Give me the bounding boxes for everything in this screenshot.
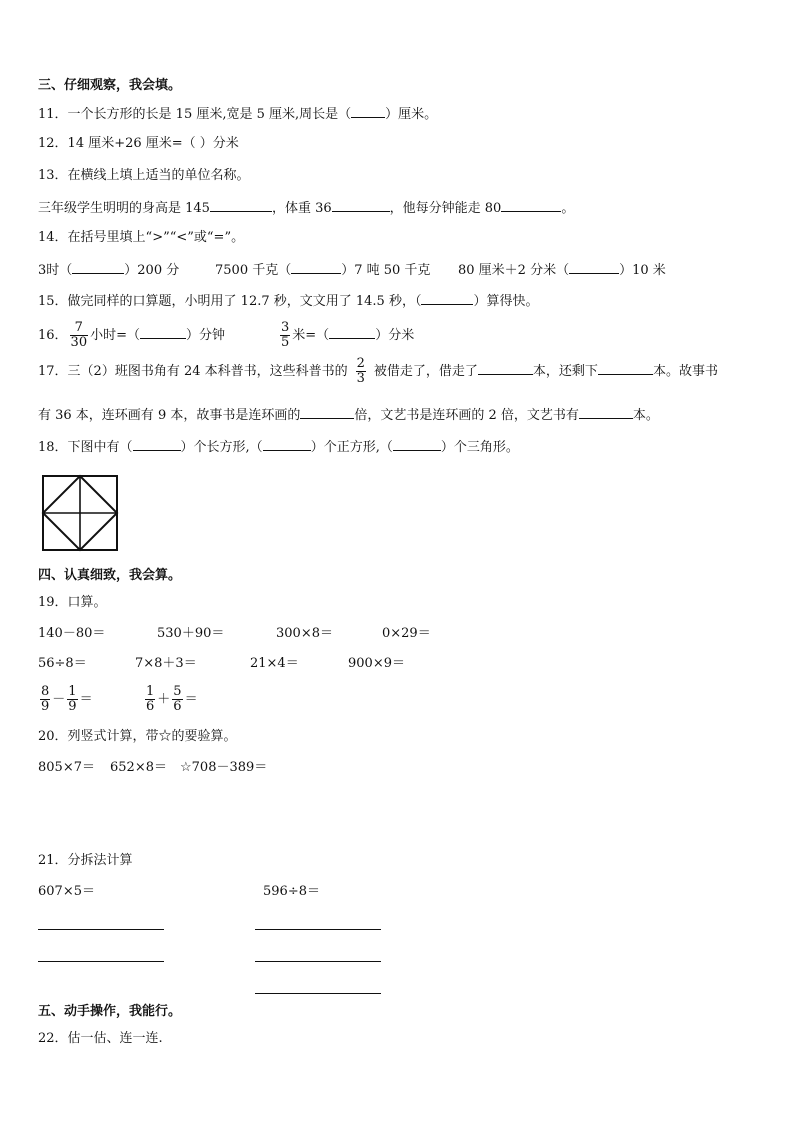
answer-blank[interactable] xyxy=(291,261,341,274)
question-13-prompt: 13．在横线上填上适当的单位名称。 xyxy=(38,168,250,183)
answer-blank[interactable] xyxy=(140,326,186,339)
answer-blank[interactable] xyxy=(210,199,272,212)
q14-a2: ）200 分 xyxy=(124,263,180,278)
fraction-numerator: 2 xyxy=(356,356,365,371)
answer-line[interactable] xyxy=(255,961,381,962)
answer-blank[interactable] xyxy=(393,438,441,451)
q15-text-a: 15．做完同样的口算题，小明用了 12.7 秒，文文用了 14.5 秒，（ xyxy=(38,294,422,309)
question-21-title: 21．分拆法计算 xyxy=(38,853,133,868)
answer-blank[interactable] xyxy=(598,362,653,375)
question-14-item-b xyxy=(215,261,430,279)
mental-calc-item: 900×9＝ xyxy=(348,656,405,671)
question-17-line-2 xyxy=(38,406,659,424)
vertical-calc-item: ☆708－389＝ xyxy=(180,760,268,775)
question-19-title: 19．口算。 xyxy=(38,595,107,610)
fraction xyxy=(172,685,182,714)
mental-calc-item: 21×4＝ xyxy=(250,656,299,671)
q17-text-b: 被借走了，借走了 xyxy=(373,364,478,379)
q18-text-d: ）个三角形。 xyxy=(440,440,519,455)
answer-blank[interactable] xyxy=(478,362,533,375)
fraction-calc-2 xyxy=(143,682,198,718)
answer-blank[interactable] xyxy=(300,406,354,419)
fraction xyxy=(145,685,155,714)
operator: － xyxy=(52,692,66,707)
answer-blank[interactable] xyxy=(421,292,473,305)
question-15 xyxy=(38,292,538,310)
fraction xyxy=(67,685,77,714)
mental-calc-item: 300×8＝ xyxy=(276,626,333,641)
q18-geometry-figure xyxy=(41,474,119,552)
answer-blank[interactable] xyxy=(72,261,124,274)
answer-blank[interactable] xyxy=(332,199,390,212)
q16-a1: 小时=（ xyxy=(90,328,140,343)
fraction-2-3 xyxy=(356,357,366,386)
mental-calc-item: 7×8＋3＝ xyxy=(135,656,197,671)
fraction-numerator: 1 xyxy=(68,684,77,699)
q17-text-d: 本。故事书 xyxy=(652,364,718,379)
section-4-title: 四、认真细致，我会算。 xyxy=(38,568,182,583)
question-22: 22．估一估、连一连. xyxy=(38,1031,163,1046)
q14-c1: 80 厘米＋2 分米（ xyxy=(458,263,570,278)
answer-blank[interactable] xyxy=(263,438,311,451)
q17-text-c: 本，还剩下 xyxy=(532,364,598,379)
q13-text-a: 三年级学生明明的身高是 145 xyxy=(38,201,210,216)
answer-line[interactable] xyxy=(38,929,164,930)
question-12: 12．14 厘米+26 厘米=（ ）分米 xyxy=(38,136,239,151)
answer-blank[interactable] xyxy=(351,105,385,118)
question-20-title: 20．列竖式计算，带☆的要验算。 xyxy=(38,729,237,744)
fraction-3-5 xyxy=(280,321,290,350)
question-11 xyxy=(38,105,437,123)
fraction-denominator: 9 xyxy=(68,699,77,714)
section-5-title: 五、动手操作，我能行。 xyxy=(38,1004,182,1019)
fraction-denominator: 5 xyxy=(281,335,290,350)
q17-line2-b: 倍，文艺书是连环画的 2 倍，文艺书有 xyxy=(354,408,579,423)
answer-blank[interactable] xyxy=(133,438,181,451)
fraction-numerator: 8 xyxy=(41,684,50,699)
q17-line2-a: 有 36 本，连环画有 9 本，故事书是连环画的 xyxy=(38,408,301,423)
fraction-calc-1 xyxy=(38,682,93,718)
fraction-denominator: 3 xyxy=(356,371,365,386)
q11-text-a: 11．一个长方形的长是 15 厘米,宽是 5 厘米,周长是（ xyxy=(38,107,352,122)
split-calc-right: 596÷8＝ xyxy=(263,884,320,899)
fraction-denominator: 30 xyxy=(70,335,88,350)
mental-calc-item: 0×29＝ xyxy=(382,626,431,641)
answer-line[interactable] xyxy=(38,961,164,962)
q14-b2: ）7 吨 50 千克 xyxy=(341,263,431,278)
question-14-item-c xyxy=(458,261,666,279)
question-14-item-a xyxy=(38,261,179,279)
answer-blank[interactable] xyxy=(579,406,633,419)
question-18 xyxy=(38,438,519,456)
section-3-title: 三、仔细观察，我会填。 xyxy=(38,78,182,93)
answer-blank[interactable] xyxy=(501,199,561,212)
fraction-denominator: 6 xyxy=(146,699,155,714)
mental-calc-item: 140－80＝ xyxy=(38,626,106,641)
q14-b1: 7500 千克（ xyxy=(215,263,292,278)
q16-b2: ）分米 xyxy=(375,328,415,343)
q14-a1: 3时（ xyxy=(38,263,73,278)
q15-text-b: ）算得快。 xyxy=(473,294,539,309)
q13-text-c: ，他每分钟能走 80 xyxy=(389,201,502,216)
q17-line2-c: 本。 xyxy=(632,408,659,423)
equals: ＝ xyxy=(79,692,93,707)
q16-b1: 米=（ xyxy=(292,328,330,343)
question-13 xyxy=(38,199,574,217)
fraction-numerator: 7 xyxy=(70,321,89,336)
mental-calc-item: 56÷8＝ xyxy=(38,656,87,671)
fraction-denominator: 9 xyxy=(41,699,50,714)
operator: ＋ xyxy=(157,692,171,707)
question-17-line-1 xyxy=(38,354,718,390)
q16-label: 16． xyxy=(38,328,68,343)
question-14-prompt: 14．在括号里填上“>”“<”或“=”。 xyxy=(38,230,245,245)
vertical-calc-item: 805×7＝ xyxy=(38,760,95,775)
q13-text-d: 。 xyxy=(561,201,575,216)
question-16-part-b xyxy=(278,318,414,354)
q18-text-c: ）个正方形,（ xyxy=(310,440,393,455)
answer-blank[interactable] xyxy=(569,261,619,274)
q13-text-b: ，体重 36 xyxy=(271,201,332,216)
fraction xyxy=(40,685,50,714)
q16-a2: ）分钟 xyxy=(186,328,226,343)
answer-line[interactable] xyxy=(255,929,381,930)
q14-c2: ）10 米 xyxy=(619,263,666,278)
fraction-7-30 xyxy=(70,321,89,350)
fraction-numerator: 1 xyxy=(146,684,155,699)
answer-line[interactable] xyxy=(255,993,381,994)
fraction-denominator: 6 xyxy=(173,699,182,714)
q18-text-b: ）个长方形,（ xyxy=(180,440,263,455)
answer-blank[interactable] xyxy=(329,326,375,339)
equals: ＝ xyxy=(184,692,198,707)
fraction-numerator: 3 xyxy=(281,320,290,335)
fraction-numerator: 5 xyxy=(173,684,182,699)
split-calc-left: 607×5＝ xyxy=(38,884,95,899)
question-16 xyxy=(38,318,225,354)
q17-text-a: 17．三（2）班图书角有 24 本科普书，这些科普书的 xyxy=(38,364,348,379)
q18-text-a: 18．下图中有（ xyxy=(38,440,133,455)
mental-calc-item: 530＋90＝ xyxy=(157,626,225,641)
vertical-calc-item: 652×8＝ xyxy=(110,760,167,775)
q11-text-b: ）厘米。 xyxy=(385,107,438,122)
